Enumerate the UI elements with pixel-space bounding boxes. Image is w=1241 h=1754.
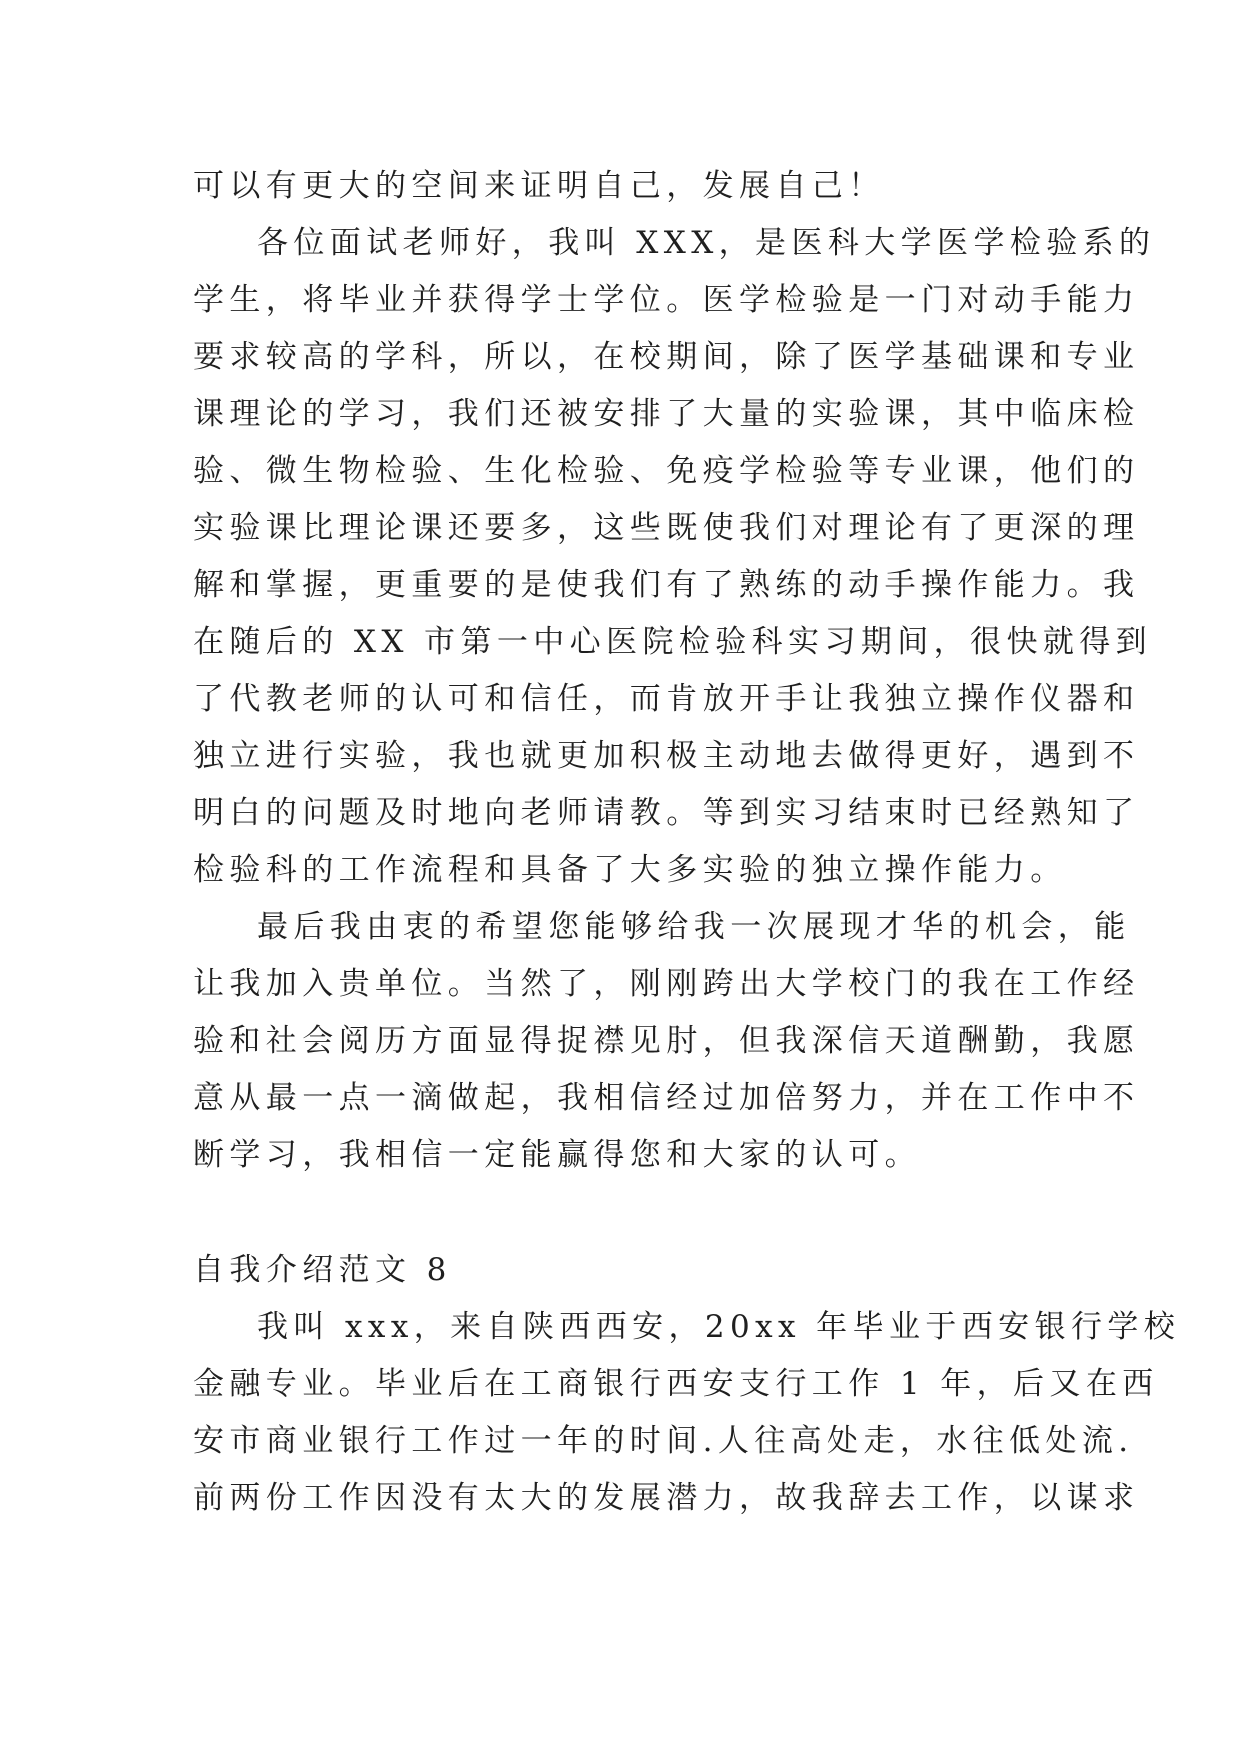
paragraph-1-line-10: 独立进行实验，我也就更加积极主动地去做得更好，遇到不 xyxy=(193,738,1140,774)
paragraph-1-line-7: 解和掌握，更重要的是使我们有了熟练的动手操作能力。我 xyxy=(193,567,1140,603)
paragraph-3-line-2: 金融专业。毕业后在工商银行西安支行工作 1 年，后又在西 xyxy=(193,1366,1159,1402)
paragraph-1-line-4: 课理论的学习，我们还被安排了大量的实验课，其中临床检 xyxy=(193,396,1140,432)
paragraph-3-line-4: 前两份工作因没有太大的发展潜力，故我辞去工作，以谋求 xyxy=(193,1480,1140,1516)
paragraph-1-line-5: 验、微生物检验、生化检验、免疫学检验等专业课，他们的 xyxy=(193,453,1140,489)
paragraph-1-line-1: 各位面试老师好，我叫 XXX，是医科大学医学检验系的 xyxy=(257,225,1156,261)
paragraph-2-line-5: 断学习，我相信一定能赢得您和大家的认可。 xyxy=(193,1137,921,1173)
paragraph-1-line-9: 了代教老师的认可和信任，而肯放开手让我独立操作仪器和 xyxy=(193,681,1140,717)
paragraph-1-line-3: 要求较高的学科，所以，在校期间，除了医学基础课和专业 xyxy=(193,339,1140,375)
paragraph-1-line-6: 实验课比理论课还要多，这些既使我们对理论有了更深的理 xyxy=(193,510,1140,546)
section-heading: 自我介绍范文 8 xyxy=(193,1252,452,1288)
text-line-1: 可以有更大的空间来证明自己，发展自己！ xyxy=(193,168,885,204)
paragraph-2-line-2: 让我加入贵单位。当然了，刚刚跨出大学校门的我在工作经 xyxy=(193,966,1140,1002)
paragraph-2-line-1: 最后我由衷的希望您能够给我一次展现才华的机会，能 xyxy=(257,909,1131,945)
paragraph-2-line-4: 意从最一点一滴做起，我相信经过加倍努力，并在工作中不 xyxy=(193,1080,1140,1116)
paragraph-1-line-12: 检验科的工作流程和具备了大多实验的独立操作能力。 xyxy=(193,852,1067,888)
paragraph-3-line-3: 安市商业银行工作过一年的时间.人往高处走，水往低处流. xyxy=(193,1423,1134,1459)
paragraph-1-line-2: 学生，将毕业并获得学士学位。医学检验是一门对动手能力 xyxy=(193,282,1140,318)
paragraph-1-line-11: 明白的问题及时地向老师请教。等到实习结束时已经熟知了 xyxy=(193,795,1140,831)
paragraph-2-line-3: 验和社会阅历方面显得捉襟见肘，但我深信天道酬勤，我愿 xyxy=(193,1023,1140,1059)
paragraph-1-line-8: 在随后的 XX 市第一中心医院检验科实习期间，很快就得到 xyxy=(193,624,1153,660)
paragraph-3-line-1: 我叫 xxx，来自陕西西安，20xx 年毕业于西安银行学校 xyxy=(257,1309,1181,1345)
